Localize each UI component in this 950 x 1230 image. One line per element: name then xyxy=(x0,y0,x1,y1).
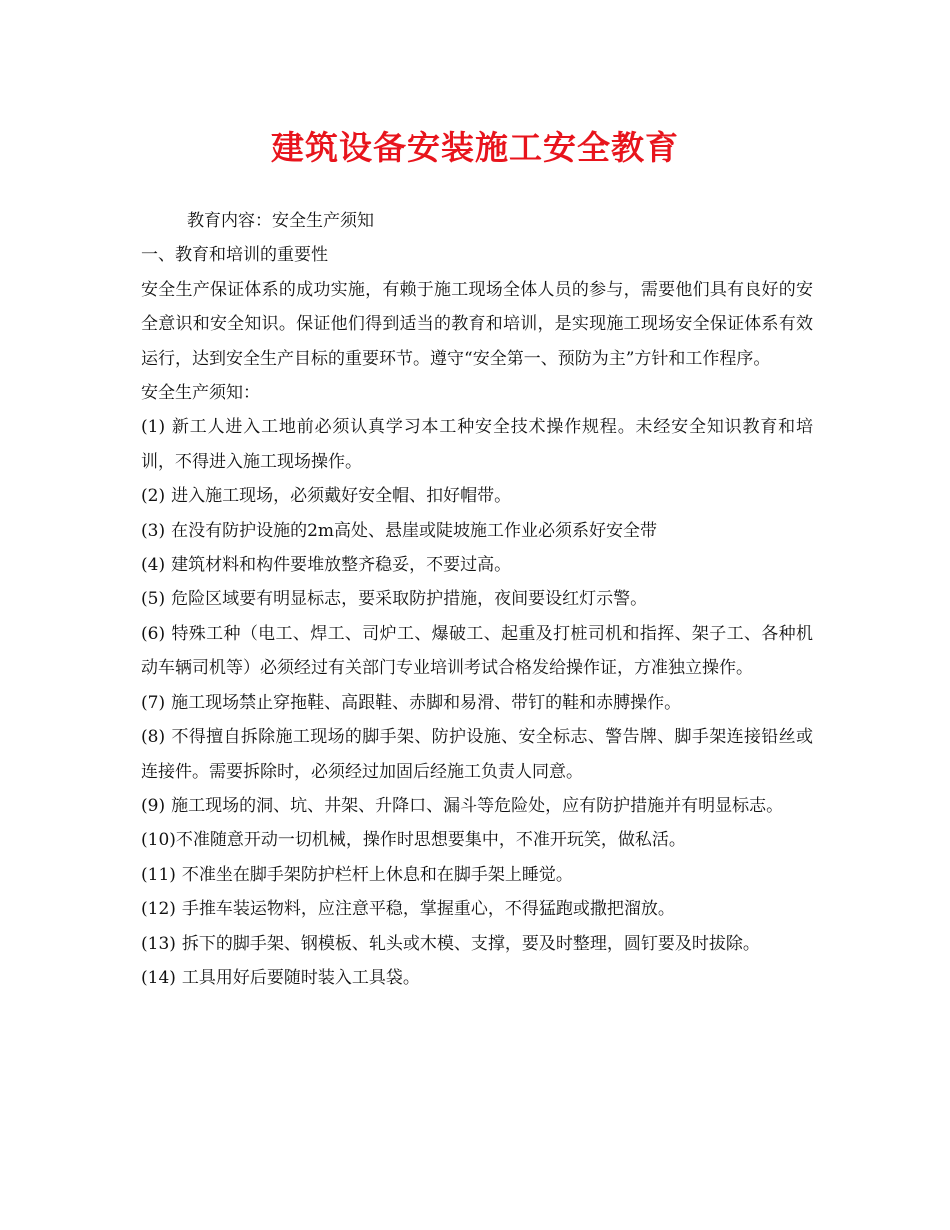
rule-item xyxy=(141,582,813,616)
rule-text: 进入施工现场，必须戴好安全帽、扣好帽带。 xyxy=(171,486,512,507)
rule-number: (5) xyxy=(141,589,166,610)
rule-number: (10) xyxy=(141,830,176,851)
rule-text: 在没有防护设施的2m高处、悬崖或陡坡施工作业必须系好安全带 xyxy=(171,520,658,541)
rule-item xyxy=(141,858,813,892)
rule-text: 特殊工种（电工、焊工、司炉工、爆破工、起重及打桩司机和指挥、架子工、各种机动车辆司机等）必须经过有关部门专业培训考试合格发给操作证，方准独立操作。 xyxy=(141,623,813,679)
document-title: 建筑设备安装施工安全教育 xyxy=(271,128,679,167)
rule-item xyxy=(141,479,813,513)
rule-item xyxy=(141,823,813,857)
rule-number: (6) xyxy=(141,623,166,644)
rule-text: 不得擅自拆除施工现场的脚手架、防护设施、安全标志、警告牌、脚手架连接铅丝或连接件。需要拆除时，必须经过加固后经施工负责人同意。 xyxy=(141,727,813,782)
document-body xyxy=(141,204,813,995)
rule-item xyxy=(141,686,813,720)
rule-item xyxy=(141,892,813,926)
rule-number: (2) xyxy=(141,486,166,507)
rule-text: 不准随意开动一切机械，操作时思想要集中，不准开玩笑，做私活。 xyxy=(175,830,686,851)
rule-number: (1) xyxy=(141,417,166,438)
rule-number: (9) xyxy=(141,795,166,816)
rule-item xyxy=(141,720,813,789)
rule-number: (3) xyxy=(141,520,166,541)
rule-text: 建筑材料和构件要堆放整齐稳妥，不要过高。 xyxy=(171,555,512,576)
rule-number: (14) xyxy=(141,967,176,988)
rule-text: 施工现场的洞、坑、井架、升降口、漏斗等危险处，应有防护措施并有明显标志。 xyxy=(171,795,784,816)
rule-item xyxy=(141,514,813,548)
rule-item xyxy=(141,410,813,479)
section-heading: 一、教育和培训的重要性 xyxy=(141,245,328,266)
rule-number: (11) xyxy=(141,864,176,885)
rule-number: (4) xyxy=(141,555,166,576)
rule-item xyxy=(141,617,813,686)
rule-item xyxy=(141,927,813,961)
rule-text: 危险区域要有明显标志，要采取防护措施，夜间要设红灯示警。 xyxy=(171,589,648,610)
intro-line: 教育内容：安全生产须知 xyxy=(187,211,374,231)
rule-text: 施工现场禁止穿拖鞋、高跟鞋、赤脚和易滑、带钉的鞋和赤膊操作。 xyxy=(171,692,682,713)
rule-item xyxy=(141,548,813,582)
rule-text: 拆下的脚手架、钢模板、轧头或木模、支撑，要及时整理，圆钉要及时拔除。 xyxy=(181,933,760,954)
rule-number: (13) xyxy=(141,933,176,954)
rule-text: 不准坐在脚手架防护栏杆上休息和在脚手架上睡觉。 xyxy=(181,864,573,885)
rule-number: (7) xyxy=(141,692,166,713)
rule-number: (8) xyxy=(141,727,166,748)
rule-item xyxy=(141,789,813,823)
section-paragraph: 安全生产保证体系的成功实施，有赖于施工现场全体人员的参与，需要他们具有良好的安全意识和安全知识。保证他们得到适当的教育和培训，是实现施工现场安全保证体系有效运行，达到安全生产目标的重要环节。遵守“安全第一、预防为主”方针和工作程序。 xyxy=(141,279,813,369)
rule-text: 手推车装运物料，应注意平稳，掌握重心，不得猛跑或撒把溜放。 xyxy=(181,899,675,920)
rule-number: (12) xyxy=(141,899,176,920)
rule-text: 新工人进入工地前必须认真学习本工种安全技术操作规程。未经安全知识教育和培训，不得进入施工现场操作。 xyxy=(141,417,813,472)
rules-heading: 安全生产须知： xyxy=(141,383,260,404)
rule-item xyxy=(141,961,813,995)
rule-text: 工具用好后要随时装入工具袋。 xyxy=(181,967,420,988)
